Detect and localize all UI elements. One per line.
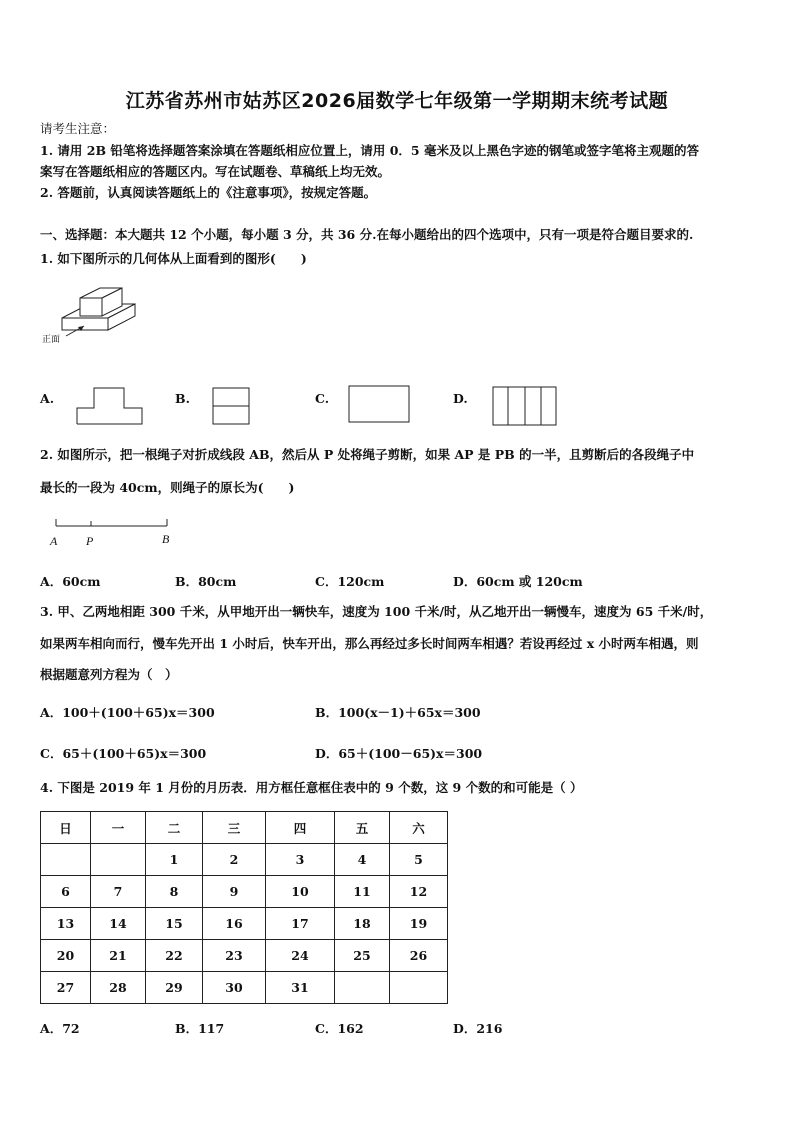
calendar-cell: 15 — [146, 908, 203, 940]
q1-option-b-figure — [212, 387, 250, 425]
calendar-row — [41, 876, 448, 908]
q1-option-d-label: D. — [453, 391, 468, 406]
q2-stem-line-1: 2. 如图所示，把一根绳子对折成线段 AB，然后从 P 处将绳子剪断，如果 AP 是 PB 的一半，且剪断后的各段绳子中 — [40, 447, 695, 462]
q3-option-b: B．100(x－1)＋65x＝300 — [315, 705, 481, 720]
q2-option-c: C．120cm — [315, 574, 385, 589]
q1-front-label: 正面 — [42, 335, 61, 345]
calendar-header-cell: 五 — [335, 812, 390, 844]
calendar-cell: 25 — [335, 940, 390, 972]
page-title: 江苏省苏州市姑苏区2026届数学七年级第一学期期末统考试题 — [125, 90, 669, 112]
calendar-header-cell: 三 — [203, 812, 266, 844]
q3-stem-line-3: 根据题意列方程为（ ） — [40, 667, 178, 682]
q2-option-d: D．60cm 或 120cm — [453, 574, 583, 589]
calendar-cell: 22 — [146, 940, 203, 972]
q1-option-d-figure — [492, 386, 557, 426]
q2-option-b: B．80cm — [175, 574, 237, 589]
calendar-cell: 18 — [335, 908, 390, 940]
calendar-header-cell: 四 — [266, 812, 335, 844]
calendar-cell: 26 — [390, 940, 448, 972]
calendar-cell: 8 — [146, 876, 203, 908]
calendar-cell: 17 — [266, 908, 335, 940]
calendar-cell: 19 — [390, 908, 448, 940]
calendar-cell: 5 — [390, 844, 448, 876]
calendar-row — [41, 940, 448, 972]
calendar-cell: 10 — [266, 876, 335, 908]
q2-label-a: A — [50, 534, 58, 548]
q2-label-p: P — [86, 534, 94, 548]
q2-segment-figure — [50, 515, 175, 531]
notice-item-2: 2. 答题前，认真阅读答题纸上的《注意事项》，按规定答题。 — [40, 185, 377, 200]
calendar-header-cell: 日 — [41, 812, 91, 844]
q1-option-c-figure — [348, 385, 410, 423]
calendar-cell: 3 — [266, 844, 335, 876]
calendar-cell: 6 — [41, 876, 91, 908]
notice-heading: 请考生注意： — [40, 121, 116, 136]
calendar-cell: 13 — [41, 908, 91, 940]
calendar-cell: 14 — [91, 908, 146, 940]
calendar-cell: 4 — [335, 844, 390, 876]
q1-option-a-figure — [76, 386, 144, 426]
calendar-cell: 12 — [390, 876, 448, 908]
q3-option-d: D．65＋(100－65)x＝300 — [315, 746, 483, 761]
q1-option-b-label: B. — [175, 391, 190, 406]
calendar-cell: 29 — [146, 972, 203, 1004]
calendar-cell — [91, 844, 146, 876]
calendar-header-cell: 一 — [91, 812, 146, 844]
q3-stem-line-1: 3. 甲、乙两地相距 300 千米，从甲地开出一辆快车，速度为 100 千米/时，从乙地开出一辆慢车，速度为 65 千米/时， — [40, 604, 713, 619]
calendar-row — [41, 844, 448, 876]
q2-stem-line-2: 最长的一段为 40cm，则绳子的原长为( ) — [40, 480, 295, 495]
calendar-cell — [390, 972, 448, 1004]
q1-stem: 1. 如下图所示的几何体从上面看到的图形( ) — [40, 251, 307, 266]
calendar-cell: 30 — [203, 972, 266, 1004]
q4-option-b: B．117 — [175, 1021, 225, 1036]
calendar-cell: 21 — [91, 940, 146, 972]
calendar-cell: 27 — [41, 972, 91, 1004]
q3-stem-line-2: 如果两车相向而行，慢车先开出 1 小时后，快车开出，那么再经过多长时间两车相遇？若设再经过 x 小时两车相遇，则 — [40, 636, 699, 651]
calendar-cell: 11 — [335, 876, 390, 908]
q4-option-c: C．162 — [315, 1021, 364, 1036]
calendar-header-cell: 二 — [146, 812, 203, 844]
calendar-cell: 20 — [41, 940, 91, 972]
notice-item-1-line-1: 1. 请用 2B 铅笔将选择题答案涂填在答题纸相应位置上，请用 0．5 毫米及以上黑色字迹的钢笔或签字笔将主观题的答 — [40, 143, 699, 158]
q2-label-b: B — [162, 532, 170, 546]
calendar-cell: 16 — [203, 908, 266, 940]
q1-option-a-label: A. — [40, 391, 55, 406]
calendar-header-row — [41, 812, 448, 844]
q4-stem: 4. 下图是 2019 年 1 月份的月历表．用方框任意框住表中的 9 个数，这 9 个数的和可能是（ ） — [40, 780, 583, 795]
q4-option-d: D．216 — [453, 1021, 503, 1036]
calendar-cell: 24 — [266, 940, 335, 972]
section-heading: 一、选择题：本大题共 12 个小题，每小题 3 分，共 36 分.在每小题给出的四个选项中，只有一项是符合题目要求的. — [40, 227, 694, 242]
calendar-cell — [41, 844, 91, 876]
q4-option-a: A．72 — [40, 1021, 80, 1036]
calendar-header-cell: 六 — [390, 812, 448, 844]
calendar-row — [41, 972, 448, 1004]
q3-option-a: A．100＋(100＋65)x＝300 — [40, 705, 215, 720]
q3-option-c: C．65＋(100＋65)x＝300 — [40, 746, 207, 761]
calendar-cell: 28 — [91, 972, 146, 1004]
calendar-table — [40, 811, 448, 1004]
calendar-cell: 2 — [203, 844, 266, 876]
calendar-cell: 1 — [146, 844, 203, 876]
q2-option-a: A．60cm — [40, 574, 101, 589]
q1-option-c-label: C. — [315, 391, 330, 406]
notice-item-1-line-2: 案写在答题纸相应的答题区内。写在试题卷、草稿纸上均无效。 — [40, 164, 391, 179]
calendar-cell: 23 — [203, 940, 266, 972]
calendar-cell — [335, 972, 390, 1004]
calendar-row — [41, 908, 448, 940]
calendar-cell: 9 — [203, 876, 266, 908]
calendar-cell: 7 — [91, 876, 146, 908]
calendar-cell: 31 — [266, 972, 335, 1004]
